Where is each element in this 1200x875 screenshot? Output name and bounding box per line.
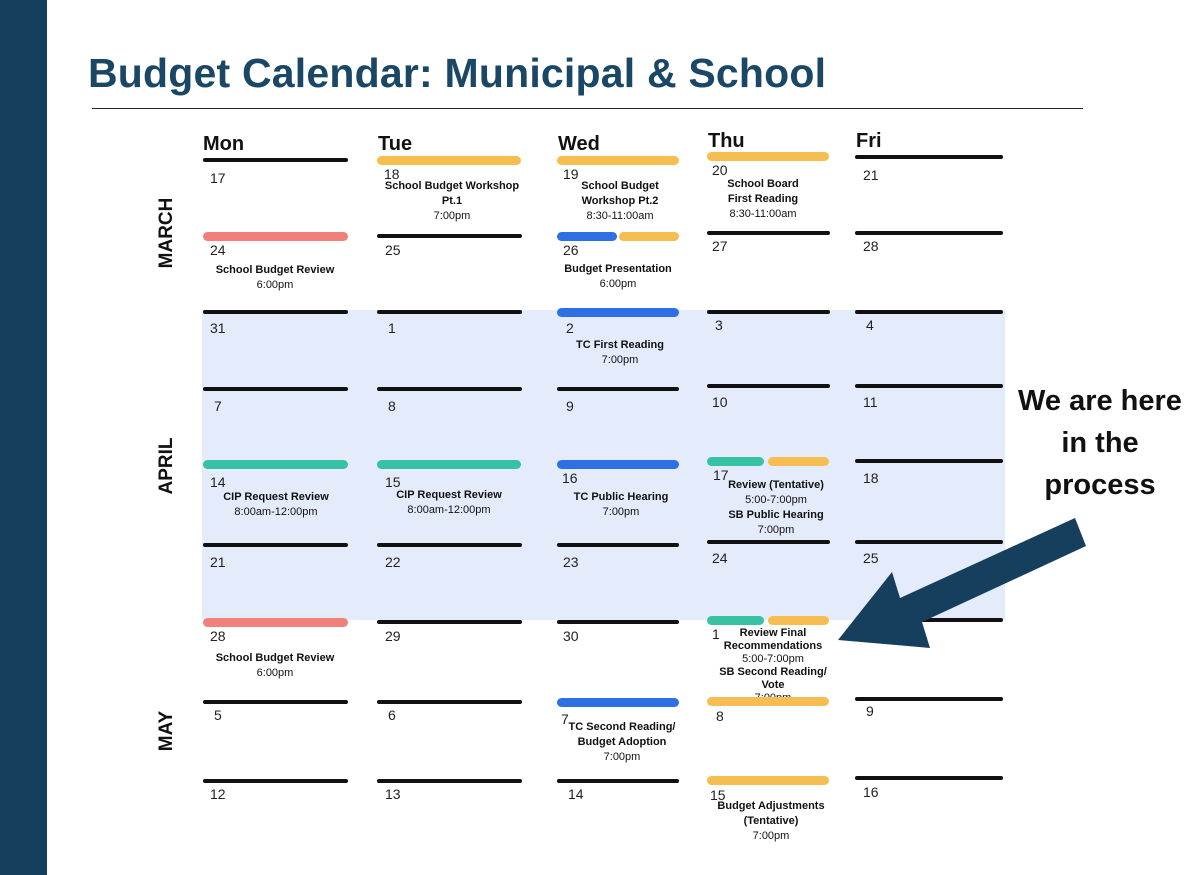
- event-tc-public-hearing[interactable]: [560, 490, 682, 520]
- week-line: [855, 459, 1003, 463]
- date-apr-14: 14: [210, 474, 226, 490]
- week-line: [377, 779, 522, 783]
- event-review-final-recommendations[interactable]: [710, 627, 836, 705]
- event-title: CIP Request Review: [223, 491, 329, 503]
- week-line: [557, 387, 679, 391]
- date-apr-11: 11: [863, 394, 878, 410]
- date-mar-18: 18: [384, 166, 400, 182]
- event-time: 7:00pm: [601, 354, 639, 366]
- week-line: [377, 234, 522, 238]
- event-time: 8:30-11:00am: [586, 210, 654, 222]
- page-title: Budget Calendar: Municipal & School: [88, 50, 827, 96]
- pointer-arrow-icon: [830, 510, 1100, 660]
- date-may-12: 12: [210, 786, 226, 802]
- date-apr-18: 18: [863, 470, 879, 486]
- event-pill-yellow: [768, 457, 829, 466]
- event-pill-yellow: [707, 152, 829, 161]
- event-pill-red: [203, 232, 348, 241]
- date-apr-3: 3: [715, 317, 723, 333]
- week-line: [707, 384, 830, 388]
- date-apr-29: 29: [385, 628, 401, 644]
- event-pill-yellow: [377, 156, 521, 165]
- date-may-13: 13: [385, 786, 401, 802]
- event-pill-yellow: [768, 616, 829, 625]
- event-cip-request-review-mon[interactable]: [210, 490, 342, 520]
- event-title-secondary: SB Public Hearing: [728, 509, 824, 521]
- event-cip-request-review-tue[interactable]: [383, 488, 515, 518]
- date-apr-4: 4: [866, 317, 874, 333]
- date-mar-28: 28: [863, 238, 879, 254]
- date-may-14: 14: [568, 786, 584, 802]
- date-may-15: 15: [710, 787, 726, 803]
- event-title: School Budget Review: [215, 652, 335, 664]
- day-header-mon: Mon: [203, 133, 245, 155]
- date-may-7: 7: [561, 711, 569, 727]
- event-tc-second-reading[interactable]: [560, 720, 684, 765]
- week-line: [377, 543, 522, 547]
- event-review-sb-public-hearing[interactable]: [712, 478, 840, 538]
- left-sidebar-bar: [0, 0, 47, 875]
- event-time: 5:00-7:00pm: [745, 494, 807, 506]
- week-line: [203, 700, 348, 704]
- event-school-budget-workshop-2[interactable]: [570, 179, 670, 224]
- date-mar-21: 21: [863, 167, 879, 183]
- week-line: [707, 310, 830, 314]
- event-title: School Budget Workshop Pt.1: [384, 180, 520, 207]
- event-title: TC First Reading: [575, 339, 664, 351]
- date-apr-30: 30: [563, 628, 579, 644]
- event-time-secondary: 7:00pm: [757, 524, 795, 536]
- week-line: [855, 384, 1003, 388]
- event-pill-yellow: [707, 697, 829, 706]
- event-time: 7:00pm: [433, 210, 471, 222]
- event-time: 7:00pm: [752, 830, 790, 842]
- week-line: [377, 700, 522, 704]
- date-apr-24: 24: [712, 550, 728, 566]
- event-pill-teal: [203, 460, 348, 469]
- day-header-thu: Thu: [708, 130, 745, 152]
- week-line: [557, 779, 679, 783]
- date-mar-24: 24: [210, 242, 226, 258]
- day-header-tue: Tue: [378, 133, 413, 155]
- date-mar-17: 17: [210, 170, 226, 186]
- date-apr-9: 9: [566, 398, 574, 414]
- date-apr-21: 21: [210, 554, 226, 570]
- event-time: 7:00pm: [602, 506, 640, 518]
- event-budget-presentation[interactable]: [553, 262, 683, 292]
- date-may-9: 9: [866, 703, 874, 719]
- week-line: [203, 310, 348, 314]
- event-school-budget-workshop-1[interactable]: [382, 179, 522, 224]
- event-pill-yellow: [557, 156, 679, 165]
- week-line: [203, 387, 348, 391]
- event-time: 7:00pm: [603, 751, 641, 763]
- date-apr-23: 23: [563, 554, 579, 570]
- date-apr-28: 28: [210, 628, 226, 644]
- month-label-april: APRIL: [156, 437, 177, 495]
- day-header-wed: Wed: [558, 133, 600, 155]
- event-pill-teal: [707, 457, 764, 466]
- date-apr-25: 25: [863, 550, 879, 566]
- date-mar-31: 31: [210, 320, 226, 336]
- date-apr-17: 17: [713, 467, 729, 483]
- event-title: School Budget Workshop Pt.2: [581, 180, 659, 207]
- event-pill-blue: [557, 232, 617, 241]
- date-apr-10: 10: [712, 394, 728, 410]
- week-line: [557, 543, 679, 547]
- event-title: TC Second Reading/ Budget Adoption: [568, 721, 676, 748]
- event-title: TC Public Hearing: [573, 491, 669, 503]
- event-pill-teal: [377, 460, 521, 469]
- date-apr-22: 22: [385, 554, 401, 570]
- event-pill-yellow: [619, 232, 679, 241]
- event-school-board-first-reading[interactable]: [716, 177, 810, 222]
- event-title: Review (Tentative): [728, 479, 824, 491]
- event-school-budget-review-2[interactable]: [205, 651, 345, 681]
- event-pill-blue: [557, 308, 679, 317]
- event-tc-first-reading[interactable]: [560, 338, 680, 368]
- event-time: 5:00-7:00pm: [742, 653, 804, 665]
- date-mar-20: 20: [712, 162, 728, 178]
- event-time: 6:00pm: [256, 667, 294, 679]
- event-title-secondary: SB Second Reading/ Vote: [719, 666, 827, 691]
- title-divider: [92, 108, 1083, 109]
- week-line: [855, 231, 1003, 235]
- day-header-fri: Fri: [856, 130, 882, 152]
- date-mar-27: 27: [712, 238, 728, 254]
- week-line: [377, 387, 522, 391]
- week-line: [855, 155, 1003, 159]
- event-pill-teal: [707, 616, 764, 625]
- event-pill-blue: [557, 698, 679, 707]
- week-line: [203, 543, 348, 547]
- event-time: 8:30-11:00am: [729, 208, 797, 220]
- date-apr-15: 15: [385, 474, 401, 490]
- date-may-5: 5: [214, 707, 222, 723]
- date-apr-1: 1: [388, 320, 396, 336]
- week-line: [557, 620, 679, 624]
- date-apr-2: 2: [566, 320, 574, 336]
- event-time: 6:00pm: [256, 279, 294, 291]
- week-line: [855, 310, 1003, 314]
- event-pill-blue: [557, 460, 679, 469]
- month-label-may: MAY: [156, 710, 177, 752]
- date-may-6: 6: [388, 707, 396, 723]
- date-mar-26: 26: [563, 242, 579, 258]
- date-apr-16: 16: [562, 470, 578, 486]
- event-title: CIP Request Review: [396, 489, 502, 501]
- date-apr-8: 8: [388, 398, 396, 414]
- event-title: Review Final Recommendations: [723, 627, 823, 652]
- week-line: [203, 779, 348, 783]
- event-title: School Budget Review: [215, 264, 335, 276]
- week-line: [377, 310, 522, 314]
- week-line: [377, 620, 522, 624]
- week-line: [707, 231, 830, 235]
- event-budget-adjustments[interactable]: [710, 799, 832, 844]
- month-label-march: MARCH: [156, 197, 177, 269]
- date-may-1: 1: [712, 626, 720, 642]
- date-mar-25: 25: [385, 242, 401, 258]
- event-school-budget-review[interactable]: [205, 263, 345, 293]
- event-time: 6:00pm: [599, 278, 637, 290]
- process-callout-text: We are here in the process: [1018, 385, 1182, 501]
- week-line: [855, 697, 1003, 701]
- date-apr-7: 7: [214, 398, 222, 414]
- date-may-16: 16: [863, 784, 879, 800]
- event-title: Budget Presentation: [564, 263, 672, 275]
- event-pill-yellow: [707, 776, 829, 785]
- event-title: School Board First Reading: [727, 178, 799, 205]
- date-may-8: 8: [716, 708, 724, 724]
- week-line: [203, 158, 348, 162]
- week-line: [855, 776, 1003, 780]
- event-time: 8:00am-12:00pm: [407, 504, 491, 516]
- date-mar-19: 19: [563, 166, 579, 182]
- week-line: [707, 540, 830, 544]
- event-time: 8:00am-12:00pm: [234, 506, 318, 518]
- event-title: Budget Adjustments (Tentative): [717, 800, 825, 827]
- event-pill-red: [203, 618, 348, 627]
